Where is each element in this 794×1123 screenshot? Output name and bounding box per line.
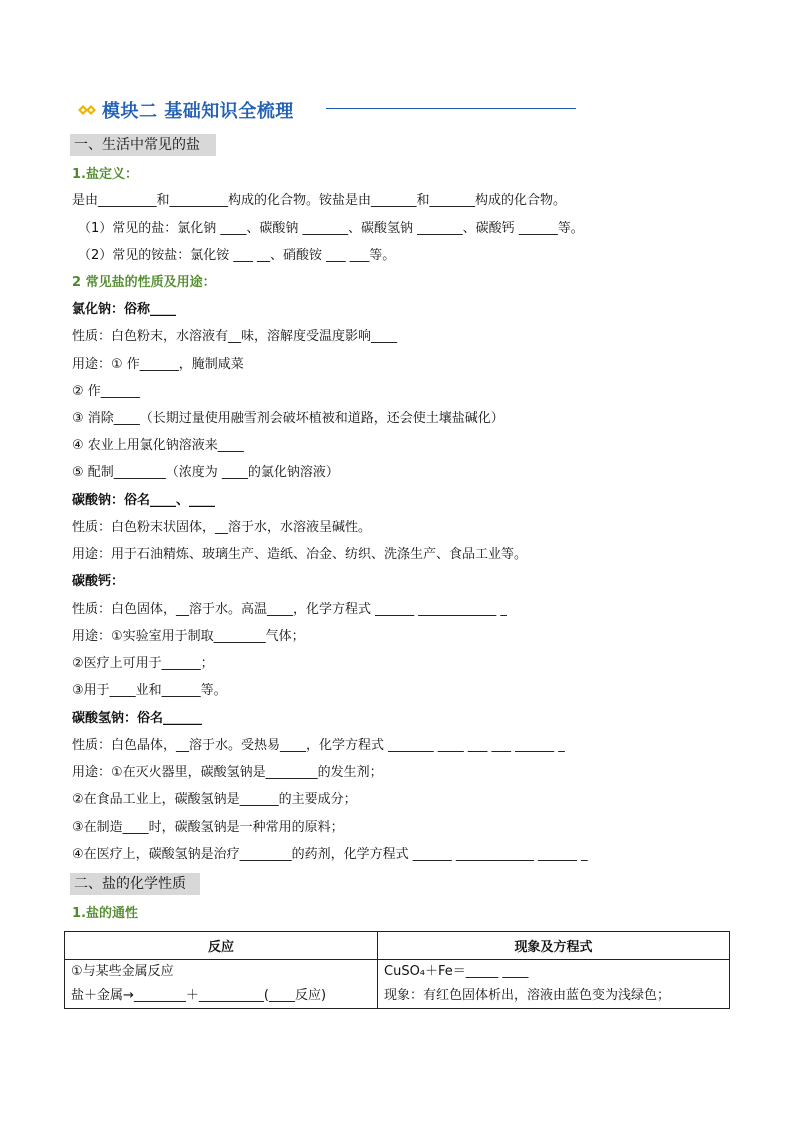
cell-line: CuSO₄＋Fe＝_____ ____: [384, 964, 529, 979]
text-line: ②在食品工业上，碳酸氢钠是______的主要成分；: [72, 792, 357, 807]
double-chevron-icon: [76, 101, 98, 119]
table-header-reaction: 反应: [65, 932, 378, 960]
text-line: 用途：用于石油精炼、玻璃生产、造纸、冶金、纺织、洗涤生产、食品工业等。: [72, 547, 528, 562]
text-line: ② 作______: [72, 384, 140, 399]
module-title: [76, 97, 294, 123]
subheading-general-properties: 1.盐的通性: [72, 906, 138, 921]
text-line: ⑤ 配制________（浓度为 ____的氯化钠溶液）: [72, 465, 339, 480]
section-heading-2: 二、盐的化学性质: [70, 873, 200, 895]
salt-heading-nahco3: 碳酸氢钠：俗名______: [72, 711, 203, 726]
section-heading-1: 一、生活中常见的盐: [70, 134, 216, 156]
text-line: （2）常见的铵盐：氯化铵 ___ __、硝酸铵 ___ ___等。: [78, 248, 396, 263]
text-line: ③在制造____时，碳酸氢钠是一种常用的原料；: [72, 820, 344, 835]
text-line: 用途：① 作______，腌制咸菜: [72, 357, 244, 372]
cell-line: 盐＋金属→________＋__________(____反应): [71, 988, 327, 1003]
text-line: ④在医疗上，碳酸氢钠是治疗________的药剂，化学方程式 ______ ____________ ______ _: [72, 847, 588, 862]
text-line: ④ 农业上用氯化钠溶液来____: [72, 438, 244, 453]
text-line: ③用于____业和______等。: [72, 683, 227, 698]
text-line: 用途：①实验室用于制取________气体；: [72, 629, 305, 644]
table-cell: [65, 960, 378, 1009]
text-line: 用途：①在灭火器里，碳酸氢钠是________的发生剂；: [72, 765, 383, 780]
module-title-text: 模块二 基础知识全梳理: [102, 101, 294, 122]
subheading-salt-definition: 1.盐定义：: [72, 167, 138, 182]
title-rule: [326, 108, 576, 109]
table-header-phenomenon: 现象及方程式: [378, 932, 730, 960]
text-line: ②医疗上可用于______；: [72, 656, 214, 671]
table-header-row: [65, 932, 730, 960]
salt-heading-caco3: 碳酸钙：: [72, 574, 125, 589]
text-line: （1）常见的盐：氯化钠 ____、碳酸钠 _______、碳酸氢钠 _______、碳酸钙 ______等。: [78, 221, 584, 236]
salt-heading-na2co3: 碳酸钠：俗名____、____: [72, 493, 216, 508]
table-cell: [378, 960, 730, 1009]
cell-line: 现象：有红色固体析出，溶液由蓝色变为浅绿色；: [384, 988, 671, 1003]
cell-line: ①与某些金属反应: [71, 964, 174, 979]
text-line: 性质：白色粉末状固体，__溶于水，水溶液呈碱性。: [72, 520, 372, 535]
text-line: 性质：白色晶体，__溶于水。受热易____，化学方程式 _______ ____ ___ ___ ______ _: [72, 738, 565, 753]
text-line: 是由_________和_________构成的化合物。铵盐是由_______和_______构成的化合物。: [72, 193, 567, 208]
table-row: [65, 960, 730, 1009]
text-line: 性质：白色粉末，水溶液有__味，溶解度受温度影响____: [72, 329, 398, 344]
salt-properties-table: [64, 931, 730, 1009]
text-line: ③ 消除____（长期过量使用融雪剂会破坏植被和道路，还会使土壤盐碱化）: [72, 411, 504, 426]
text-line: 性质：白色固体，__溶于水。高温____，化学方程式 ______ ____________ _: [72, 602, 507, 617]
salt-heading-nacl: 氯化钠：俗称____: [72, 302, 177, 317]
subheading-common-salts: 2 常见盐的性质及用途：: [72, 275, 216, 290]
